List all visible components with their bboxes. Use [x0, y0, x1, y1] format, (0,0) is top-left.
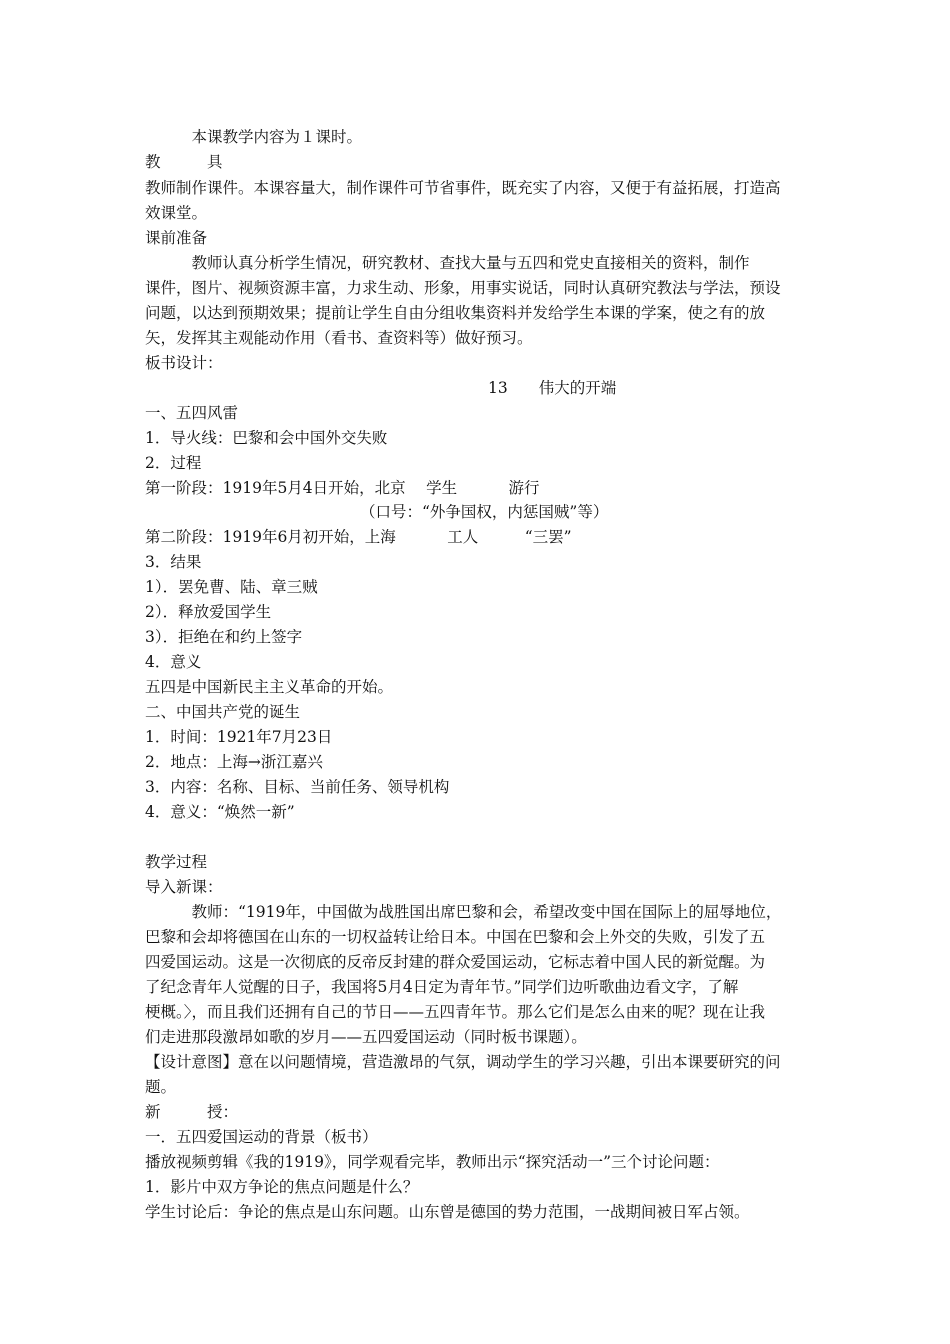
paragraph-line: 梗概。〉，而且我们还拥有自己的节日——五四青年节。那么它们是怎么由来的呢？现在让我 — [145, 1003, 766, 1021]
paragraph-line: 了纪念青年人觉醒的日子，我国将5月4日定为青年节。”同学们边听歌曲边看文字，了解 — [145, 978, 739, 996]
paragraph-line: 播放视频剪辑《我的1919》，同学观看完毕，教师出示“探究活动一”三个讨论问题： — [145, 1153, 720, 1171]
heading-intro: 导入新课： — [145, 878, 223, 896]
paragraph-line: 效课堂。 — [145, 204, 208, 222]
paragraph-line: 巴黎和会却将德国在山东的一切权益转让给日本。中国在巴黎和会上外交的失败，引发了五 — [145, 928, 766, 946]
heading-preparation: 课前准备 — [145, 229, 208, 247]
heading-new-lesson: 新 授： — [145, 1103, 239, 1121]
paragraph-line: 教师：“1919年，中国做为战胜国出席巴黎和会，希望改变中国在国际上的屈辱地位， — [145, 903, 782, 921]
heading-board-design: 板书设计： — [145, 354, 223, 372]
paragraph-line: 矢，发挥其主观能动作用（看书、查资料等）做好预习。 — [145, 329, 533, 347]
board-item: 1．时间：1921年7月23日 — [145, 728, 333, 746]
paragraph-line: 学生讨论后：争论的焦点是山东问题。山东曾是德国的势力范围，一战期间被日军占领。 — [145, 1203, 750, 1221]
board-title: 13 伟大的开端 — [488, 379, 617, 397]
paragraph-line: 教师制作课件。本课容量大，制作课件可节省事件，既充实了内容，又便于有益拓展，打造高 — [145, 179, 781, 197]
board-item: 第二阶段：1919年6月初开始，上海 工人 “三罢” — [145, 528, 572, 546]
paragraph-line: 们走进那段激昂如歌的岁月——五四爱国运动（同时板书课题）。 — [145, 1028, 587, 1046]
board-slogan: （口号：“外争国权，内惩国贼”等） — [360, 503, 609, 521]
board-item: 五四是中国新民主主义革命的开始。 — [145, 678, 394, 696]
heading-teaching-process: 教学过程 — [145, 853, 208, 871]
board-item: 第一阶段：1919年5月4日开始，北京 学生 游行 — [145, 479, 540, 497]
question-item: 1．影片中双方争论的焦点问题是什么？ — [145, 1178, 419, 1196]
design-intent-line: 【设计意图】意在以问题情境，营造激昂的气氛，调动学生的学习兴趣，引出本课要研究的问 — [145, 1053, 781, 1071]
paragraph-line: 教师认真分析学生情况，研究教材、查找大量与五四和党史直接相关的资料，制作 — [145, 254, 750, 272]
design-intent-line: 题。 — [145, 1078, 177, 1096]
board-item: 4．意义 — [145, 653, 202, 671]
board-item: 3．结果 — [145, 553, 202, 571]
paragraph-line: 课件，图片、视频资源丰富，力求生动、形象，用事实说话，同时认真研究教法与学法，预设 — [145, 279, 781, 297]
board-item: 2．过程 — [145, 454, 202, 472]
board-section-heading: 一、五四风雷 — [145, 404, 239, 422]
board-item: 3）．拒绝在和约上签字 — [145, 628, 303, 646]
board-item: 1．导火线：巴黎和会中国外交失败 — [145, 429, 388, 447]
section-heading: 一．五四爱国运动的背景（板书） — [145, 1128, 378, 1146]
board-item: 2）．释放爱国学生 — [145, 603, 272, 621]
board-item: 2．地点：上海→浙江嘉兴 — [145, 753, 323, 771]
board-item: 3．内容：名称、目标、当前任务、领导机构 — [145, 778, 450, 796]
board-item: 1）．罢免曹、陆、章三贼 — [145, 578, 318, 596]
lesson-hours: 本课教学内容为１课时。 — [145, 128, 363, 146]
paragraph-line: 问题，以达到预期效果；提前让学生自由分组收集资料并发给学生本课的学案，使之有的放 — [145, 304, 766, 322]
paragraph-line: 四爱国运动。这是一次彻底的反帝反封建的群众爱国运动，它标志着中国人民的新觉醒。为 — [145, 953, 766, 971]
board-item: 4．意义：“焕然一新” — [145, 803, 295, 821]
board-section-heading: 二、中国共产党的诞生 — [145, 703, 301, 721]
heading-teaching-aids: 教 具 — [145, 153, 223, 171]
